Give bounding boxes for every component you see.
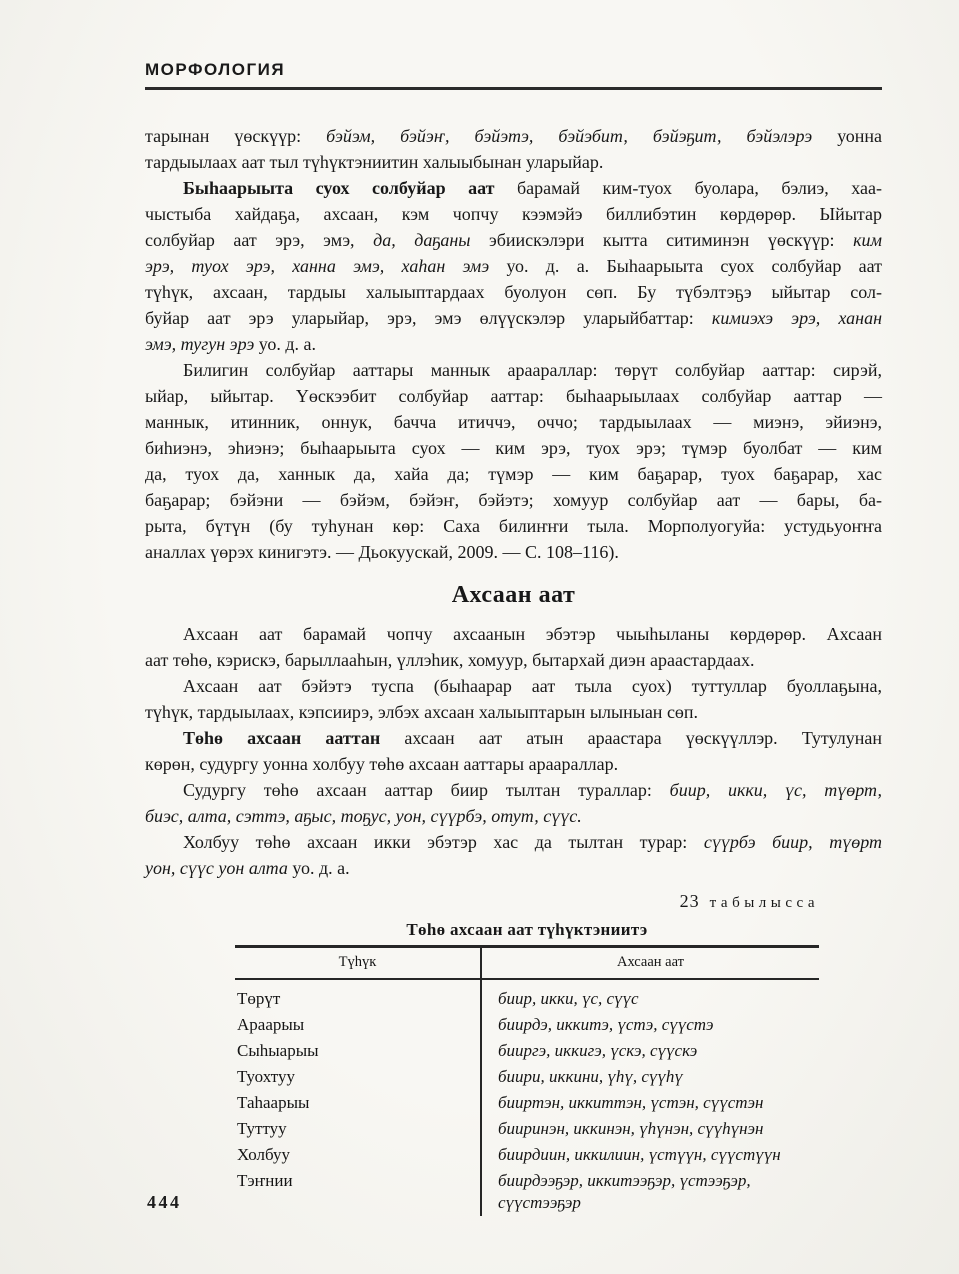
declension-table: [235, 945, 819, 1216]
table-header-row: [235, 947, 819, 980]
text-line: [145, 409, 882, 435]
bold-text: Төһө ахсаан ааттан: [183, 728, 381, 748]
table-body: [235, 979, 819, 1216]
table-row: [235, 1142, 819, 1168]
paragraph: [145, 621, 882, 673]
text-line: [145, 777, 882, 803]
forms-cell: биирдиин, иккилиин, үстүүн, сүүстүүн: [481, 1142, 819, 1168]
plain-text: солбуйар аат эрэ, эмэ,: [145, 230, 374, 250]
italic-text: кимиэхэ эрэ, ханан: [711, 308, 883, 328]
italic-text: уон, сүүс уон алта: [145, 858, 288, 878]
paragraph: [145, 123, 882, 175]
italic-text: биэс, алта, сэттэ, аҕыс, тоҕус, уон, сүүрбэ, отут, сүүс.: [145, 806, 582, 826]
table-row: [235, 1116, 819, 1142]
table-row: [235, 1012, 819, 1038]
text-line: [145, 227, 882, 253]
text-line: [145, 855, 882, 881]
text-line: [145, 699, 882, 725]
plain-text: тарынан үөскүүр:: [145, 126, 327, 146]
plain-text: Судургу төһө ахсаан ааттар биир тылтан тураллар:: [183, 780, 670, 800]
plain-text: маннык, итинник, оннук, бачча итиччэ, оччо; тардыылаах — миэнэ, эйиэнэ,: [145, 412, 882, 432]
page-number: 444: [147, 1192, 182, 1212]
plain-text: аналлах үөрэх кинигэтэ. — Дьокуускай, 2009. — С. 108–116).: [145, 542, 619, 562]
paragraph: [145, 357, 882, 565]
plain-text: уо. д. а.: [254, 334, 316, 354]
text-line: [145, 305, 882, 331]
forms-cell: биирдэ, иккитэ, үстэ, сүүстэ: [481, 1012, 819, 1038]
text-line: [145, 279, 882, 305]
plain-text: түһүк, ахсаан, тардыы халыыптардаах буолуон сөп. Бу түбэлтэҕэ ыйытар сол-: [145, 282, 882, 302]
text-line: [145, 123, 882, 149]
text-line: [145, 331, 882, 357]
text-line: [145, 175, 882, 201]
forms-cell: бииртэн, иккиттэн, үстэн, сүүстэн: [481, 1090, 819, 1116]
italic-text: эмэ, тугун эрэ: [145, 334, 255, 354]
case-cell: Төрүт: [237, 989, 281, 1008]
paragraph: [145, 777, 882, 829]
plain-text: буйар аат эрэ уларыйар, эрэ, эмэ өлүүскэлэр уларыйбаттар:: [145, 308, 712, 328]
plain-text: Ахсаан аат бэйэтэ туспа (быһаарар аат тыла суох) туттуллар буоллаҕына,: [183, 676, 882, 696]
table-header: [235, 947, 819, 980]
table-row: [235, 979, 819, 1012]
text-line: [145, 621, 882, 647]
plain-text: аат төһө, кэрискэ, барыллааһын, үллэһик, хомуур, бытархай диэн араастардаах.: [145, 650, 755, 670]
case-cell: Тэҥнии: [237, 1171, 293, 1190]
italic-text: бэйэм, бэйэҥ, бэйэтэ, бэйэбит, бэйэҕит, бэйэлэрэ: [326, 126, 813, 146]
table-title: Төһө ахсаан аат түһүктэниитэ: [406, 920, 648, 939]
forms-cell: бииринэн, иккинэн, үһүнэн, сүүһүнэн: [481, 1116, 819, 1142]
plain-text: ыйар, ыйытар. Үөскээбит солбуйар ааттар: быһаарыылаах солбуйар ааттар —: [145, 386, 882, 406]
text-line: [145, 461, 882, 487]
plain-text: Холбуу төһө ахсаан икки эбэтэр хас да тылтан турар:: [183, 832, 704, 852]
text-line: [145, 513, 882, 539]
page-content: [145, 60, 882, 1216]
plain-text: уо. д. а.: [287, 858, 350, 878]
text-line: [145, 357, 882, 383]
plain-text: Ахсаан аат барамай чопчу ахсаанын эбэтэр чыыһыланы көрдөрөр. Ахсаан: [183, 624, 882, 644]
plain-text: барамай ким-туох буолара, бэлиэ, хаа-: [494, 178, 882, 198]
text-line: [145, 201, 882, 227]
forms-cell: бииргэ, иккигэ, үскэ, сүүскэ: [481, 1038, 819, 1064]
plain-text: көрөн, судургу уонна холбуу төһө ахсаан ааттары араараллар.: [145, 754, 619, 774]
plain-text: эбиискэлэри кытта ситиминэн үөскүүр:: [470, 230, 854, 250]
italic-text: биир, икки, үс, түөрт,: [669, 780, 883, 800]
text-line: [145, 803, 882, 829]
plain-text: рыта, бүтүн (бу туһунан көр: Саха билиҥҥи тыла. Морполуогуйа: устудьуоҥҥа: [145, 516, 882, 536]
text-line: [145, 647, 882, 673]
table-row: [235, 1090, 819, 1116]
table-caption: [145, 891, 819, 912]
section-heading: Ахсаан аат: [451, 582, 576, 608]
text-line: [145, 673, 882, 699]
paragraph: [145, 725, 882, 777]
plain-text: тардыылаах аат тыл түһүктэниитин халыыбынан уларыйар.: [145, 152, 604, 172]
italic-text: ким: [853, 230, 883, 250]
text-line: [145, 829, 882, 855]
plain-text: да, туох да, ханнык да, хайа да; түмэр — ким баҕарар, туох баҕарар, хас: [145, 464, 882, 484]
text-line: [145, 751, 882, 777]
table-row: [235, 1038, 819, 1064]
plain-text: уо. д. а. Быһаарыыта суох солбуйар аат: [489, 256, 882, 276]
text-line: [145, 725, 882, 751]
plain-text: биһиэнэ, эһиэнэ; быһаарыыта суох — ким эрэ, туох эрэ; түмэр буолбат — ким: [145, 438, 882, 458]
plain-text: ахсаан аат атын араастара үөскүүллэр. Тутулунан: [380, 728, 882, 748]
case-cell: Араарыы: [237, 1015, 305, 1034]
table-number: 23: [679, 891, 700, 911]
plain-text: түһүк, тардыылаах, кэпсиирэ, элбэх ахсаан халыыптарын ылыныан сөп.: [145, 702, 699, 722]
plain-text: баҕарар; бэйэни — бэйэм, бэйэҥ, бэйэтэ; хомуур солбуйар аат — бары, ба-: [145, 490, 882, 510]
table-area: [145, 891, 819, 1216]
case-cell: Туохтуу: [237, 1067, 295, 1086]
text-line: [145, 383, 882, 409]
case-cell: Холбуу: [237, 1145, 290, 1164]
paragraph: [145, 673, 882, 725]
table-row: [235, 1064, 819, 1090]
paragraph: [145, 175, 882, 357]
forms-cell: биири, иккини, үһү, сүүһү: [481, 1064, 819, 1090]
case-cell: Таһаарыы: [237, 1093, 310, 1112]
text-line: [145, 253, 882, 279]
table-caption-word: табылысса: [709, 895, 819, 911]
text-line: [145, 435, 882, 461]
case-cell: Туттуу: [237, 1119, 287, 1138]
column-header: Түһүк: [235, 947, 481, 980]
header-rule: [145, 87, 882, 90]
plain-text: Билигин солбуйар ааттары маннык араараллар: төрүт солбуйар ааттар: сирэй,: [183, 360, 882, 380]
italic-text: эрэ, туох эрэ, ханна эмэ, хаһан эмэ: [145, 256, 490, 276]
paragraph: [145, 829, 882, 881]
plain-text: уонна: [812, 126, 883, 146]
text-line: [145, 149, 882, 175]
plain-text: чыстыба хайдаҕа, ахсаан, кэм чопчу кээмэйэ биллибэтин көрдөрөр. Ыйытар: [145, 204, 882, 224]
case-cell: Сыһыарыы: [237, 1041, 319, 1060]
running-head: МОРФОЛОГИЯ: [145, 60, 286, 79]
forms-cell: биирдээҕэр, иккитээҕэр, үстээҕэр, сүүстээҕэр: [481, 1168, 819, 1216]
bold-text: Быһаарыыта суох солбуйар аат: [183, 178, 495, 198]
forms-cell: биир, икки, үс, сүүс: [481, 979, 819, 1012]
column-header: Ахсаан аат: [481, 947, 819, 980]
italic-text: да, даҕаны: [373, 230, 471, 250]
italic-text: сүүрбэ биир, түөрт: [703, 832, 882, 852]
body-text: [145, 123, 882, 881]
text-line: [145, 487, 882, 513]
table-row: [235, 1168, 819, 1216]
text-line: [145, 539, 882, 565]
